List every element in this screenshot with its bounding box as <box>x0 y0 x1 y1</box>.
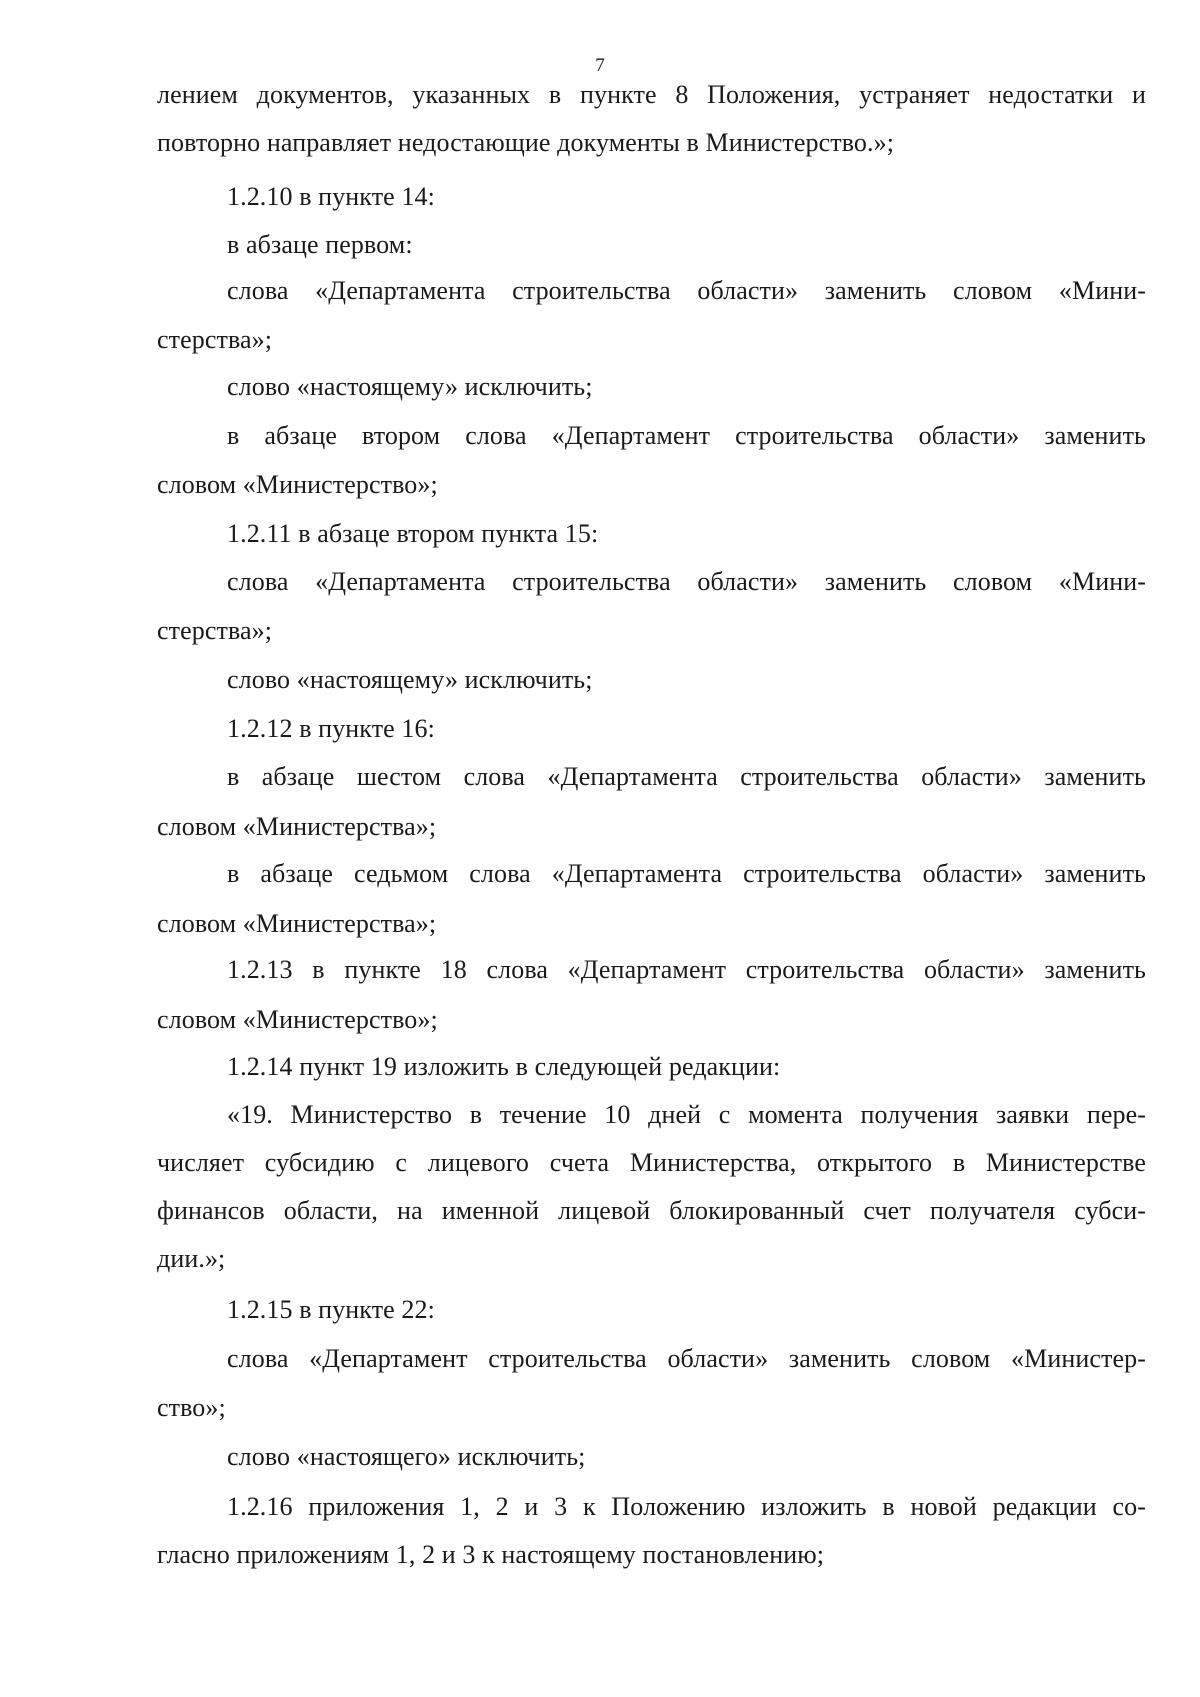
text-line: числяет субсидию с лицевого счета Министерства, открытого в Министерстве <box>157 1148 1146 1177</box>
text-line: в абзаце первом: <box>227 230 413 259</box>
text-line: 1.2.10 в пункте 14: <box>227 182 435 211</box>
text-line: слово «настоящему» исключить; <box>227 665 593 694</box>
text-line: 1.2.11 в абзаце втором пункта 15: <box>227 519 599 548</box>
text-line: лением документов, указанных в пункте 8 Положения, устраняет недостатки и <box>157 80 1146 109</box>
text-line: слово «настоящему» исключить; <box>227 372 593 401</box>
text-line: 1.2.14 пункт 19 изложить в следующей редакции: <box>227 1052 781 1081</box>
text-line: ство»; <box>157 1393 226 1422</box>
page-number: 7 <box>595 55 605 76</box>
text-line: «19. Министерство в течение 10 дней с момента получения заявки пере- <box>227 1100 1146 1129</box>
text-line: словом «Министерство»; <box>157 1005 438 1034</box>
text-line: 1.2.13 в пункте 18 слова «Департамент строительства области» заменить <box>227 955 1146 984</box>
text-line: стерства»; <box>157 616 273 645</box>
text-line: стерства»; <box>157 325 273 354</box>
text-line: слова «Департамента строительства области» заменить словом «Мини- <box>227 567 1146 596</box>
text-line: в абзаце шестом слова «Департамента строительства области» заменить <box>227 762 1146 791</box>
text-line: в абзаце втором слова «Департамент строительства области» заменить <box>227 421 1146 450</box>
text-line: словом «Министерства»; <box>157 909 437 938</box>
text-line: 1.2.15 в пункте 22: <box>227 1295 435 1324</box>
text-line: 1.2.12 в пункте 16: <box>227 714 435 743</box>
text-line: дии.»; <box>157 1244 226 1273</box>
text-line: слова «Департамента строительства области» заменить словом «Мини- <box>227 276 1146 305</box>
text-line: 1.2.16 приложения 1, 2 и 3 к Положению изложить в новой редакции со- <box>227 1492 1146 1521</box>
text-line: словом «Министерства»; <box>157 812 437 841</box>
text-line: слово «настоящего» исключить; <box>227 1442 586 1471</box>
text-line: слова «Департамент строительства области» заменить словом «Министер- <box>227 1344 1146 1373</box>
text-line: словом «Министерство»; <box>157 470 438 499</box>
text-line: гласно приложениям 1, 2 и 3 к настоящему постановлению; <box>157 1540 825 1569</box>
text-line: повторно направляет недостающие документы в Министерство.»; <box>157 128 895 157</box>
text-line: финансов области, на именной лицевой блокированный счет получателя субси- <box>157 1196 1146 1225</box>
text-line: в абзаце седьмом слова «Департамента строительства области» заменить <box>227 859 1146 888</box>
